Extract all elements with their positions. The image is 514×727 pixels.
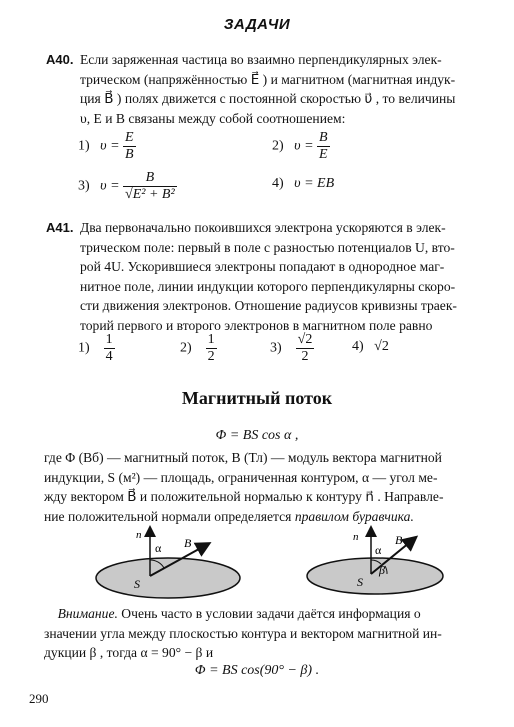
flux-formula: Φ = BS cos α , <box>215 428 299 443</box>
a41-line: трическом поле: первый в поле с разностью потенциалов U, вто- <box>80 239 455 255</box>
a41-option-3[interactable]: 3) $\frac{√2}{2}$ <box>270 332 313 364</box>
a41-line: нитное поле, линии индукции которого перпендикулярны скоро- <box>80 278 456 294</box>
a40-line: υ, E и B связаны между собой соотношением: <box>80 110 346 126</box>
n-label: n⃗ <box>353 531 368 543</box>
a40-option-2[interactable]: 2) υ = $\frac{B}{E}$ <box>272 130 328 162</box>
attention-paragraph <box>44 604 470 663</box>
a40-line: Если заряженная частица во взаимно перпендикулярных элек- <box>80 52 442 67</box>
definition-line: индукции, S (м²) — площадь, ограниченная контуром, α — угол ме- <box>44 469 438 485</box>
alpha-label: α <box>375 543 382 557</box>
definition-paragraph <box>44 448 470 526</box>
a41-line: Два первоначально покоившихся электрона ускоряются в элек- <box>80 220 446 235</box>
fraction: $\frac{B}{E}$ <box>319 130 328 162</box>
a40-line: трическом (напряжённостью E⃗ ) и магнитном (магнитная индук- <box>80 71 456 87</box>
figure-flux-2 <box>295 522 455 602</box>
b-label: B⃗ <box>184 536 201 550</box>
a41-option-2[interactable]: 2) $\frac{1}{2}$ <box>180 332 215 364</box>
page-number: 290 <box>29 691 49 706</box>
n-label: n⃗ <box>136 529 151 541</box>
definition-line: ние положительной нормали определяется правилом буравчика. <box>44 508 414 524</box>
problem-number-a41: А41. <box>46 220 74 235</box>
fraction: $\frac{√2}{2}$ <box>297 332 313 364</box>
definition-line: жду вектором B⃗ и положительной нормалью к контуру n⃗ . Направле- <box>44 489 444 504</box>
fraction: $\frac{1}{4}$ <box>105 332 113 364</box>
alpha-label: α <box>155 541 162 555</box>
contour-ellipse <box>307 558 443 594</box>
a40-option-4[interactable]: 4) υ = EB <box>272 176 335 191</box>
a41-option-1[interactable]: 1) $\frac{1}{4}$ <box>78 332 113 364</box>
a40-option-1[interactable]: 1) υ = $\frac{E}{B}$ <box>78 130 134 162</box>
a40-option-3[interactable]: 3) υ = $\frac{B}{\text{√E² + B²}}$ <box>78 170 175 202</box>
s-label: S <box>134 577 140 591</box>
problem-number-a40: А40. <box>46 52 74 67</box>
attention-line: Внимание. Очень часто в условии задачи даётся информация о <box>57 606 421 621</box>
section-title: Магнитный поток <box>181 388 333 408</box>
s-label: S <box>357 575 363 589</box>
problem-a41-text <box>80 218 470 335</box>
contour-ellipse <box>96 558 240 598</box>
flux-formula-2: Φ = BS cos(90° − β) . <box>194 663 320 678</box>
a41-line: рой 4U. Ускорившиеся электроны попадают в однородное маг- <box>80 259 445 274</box>
page-header: ЗАДАЧИ <box>223 16 291 33</box>
a40-line: ция B⃗ ) полях движется с постоянной скоростью υ⃗ , то величины <box>80 91 456 106</box>
a41-line: сти движения электронов. Отношение радиусов кривизны траек- <box>80 298 457 313</box>
attention-line: дукции β , тогда α = 90° − β и <box>44 645 214 660</box>
a41-option-4[interactable]: 4) √2 <box>352 339 389 354</box>
problem-a40-text <box>80 50 470 128</box>
fraction: $\frac{B}{\text{√E² + B²}}$ <box>125 170 175 202</box>
beta-label: β <box>379 563 385 577</box>
b-label: B⃗ <box>395 533 412 547</box>
definition-line: где Φ (Вб) — магнитный поток, B (Тл) — модуль вектора магнитной <box>44 450 442 465</box>
attention-line: значении угла между плоскостью контура и вектором магнитной ин- <box>44 625 442 641</box>
a41-line: торий первого и второго электронов в магнитном поле равно <box>80 317 433 333</box>
fraction: $\frac{1}{2}$ <box>207 332 215 364</box>
figure-flux-1 <box>90 522 250 602</box>
fraction: $\frac{E}{B}$ <box>125 130 134 162</box>
